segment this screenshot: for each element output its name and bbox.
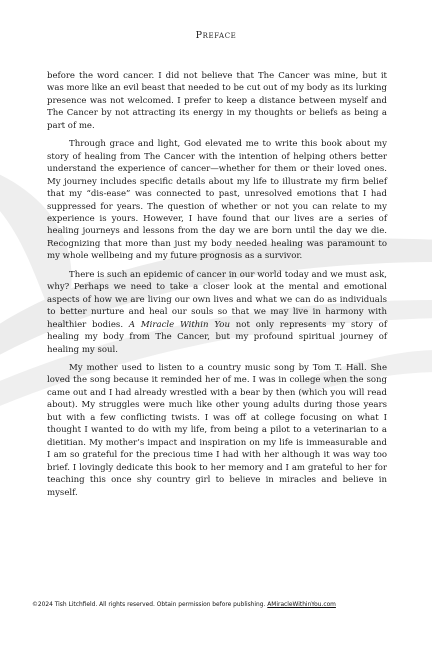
body-text (47, 70, 387, 505)
book-title-italic: A Miracle Within You (128, 319, 230, 330)
copyright-footer (32, 602, 402, 608)
paragraph-4: My mother used to listen to a country music song by Tom T. Hall. She loved the song because it reminded her of me. I was in college when the song came out and I had already wrestled with a bear by then (which you will read about). My struggles were much like other young adults during those years but with a few conflicting twists. I was off at college focusing on what I thought I wanted to do with my life, from being a pilot to a veterinarian to a dietitian. My mother’s impact and inspiration on my life is immeasurable and I am so grateful for the precious time I had with her although it was way too brief. I lovingly dedicate this book to her memory and I am grateful to her for teaching this once shy country girl to believe in miracles and believe in myself. (47, 362, 387, 498)
paragraph-3-part-2: not only represents my story of healing my body from The Cancer, but my profound spiritual journey of healing my soul. (47, 319, 387, 355)
paragraph-3 (47, 269, 387, 356)
page-header-title: Preface (195, 30, 237, 41)
copyright-text: ©2024 Tish Litchfield. All rights reserved. Obtain permission before publishing. (32, 602, 268, 608)
paragraph-1: before the word cancer. I did not believe that The Cancer was mine, but it was more like an evil beast that needed to be cut out of my body as its lurking presence was not welcomed. I prefer to keep a distance between myself and The Cancer by not attracting its energy in my thoughts or beliefs as being a part of me. (47, 71, 387, 131)
paragraph-3-part-1: There is such an epidemic of cancer in our world today and we must ask, why? Perhaps we need to take a closer look at the mental and emotional aspects of how we are living our own lives and what we can do as individuals to better nurture and heal our souls so that we may live in harmony with healthier bodies. (47, 269, 387, 330)
website-link[interactable]: AMiracleWithinYou.com (267, 602, 336, 608)
paragraph-2: Through grace and light, God elevated me to write this book about my story of healing from The Cancer with the intention of helping others better understand the experience of cancer—whether for them or their loved ones. My journey includes specific details about my life to illustrate my firm belief that my “dis-ease” was connected to past, unresolved emotions that I had suppressed for years. The question of whether or not you can relate to my experience is yours. However, I have found that our lives are a series of healing journeys and lessons from the day we are born until the day we die. Recognizing that more than just my body needed healing was paramount to my whole wellbeing and my future prognosis as a survivor. (47, 139, 387, 262)
